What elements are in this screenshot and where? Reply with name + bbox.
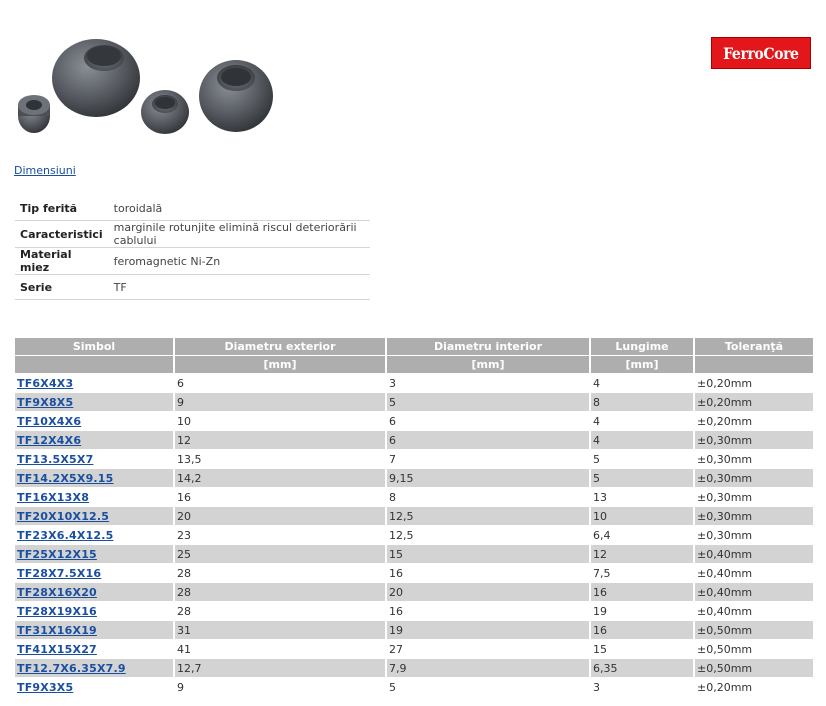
table-cell: ±0,50mm xyxy=(694,659,813,678)
table-row xyxy=(15,374,813,393)
table-row xyxy=(15,659,813,678)
table-cell: ±0,30mm xyxy=(694,469,813,488)
spec-value: TF xyxy=(108,275,370,300)
table-cell: 6 xyxy=(386,431,590,450)
column-header: Toleranţă xyxy=(694,338,813,356)
table-cell: 6 xyxy=(174,374,386,393)
product-image xyxy=(12,30,282,142)
table-cell: 23 xyxy=(174,526,386,545)
table-cell: 31 xyxy=(174,621,386,640)
table-cell: 6,4 xyxy=(590,526,694,545)
table-cell: ±0,30mm xyxy=(694,526,813,545)
table-cell: 19 xyxy=(590,602,694,621)
product-link[interactable]: TF41X15X27 xyxy=(17,642,97,656)
table-cell: 12,5 xyxy=(386,507,590,526)
table-cell: ±0,50mm xyxy=(694,621,813,640)
product-link[interactable]: TF9X3X5 xyxy=(17,680,74,694)
symbol-cell xyxy=(15,564,174,583)
table-cell: 12,5 xyxy=(386,526,590,545)
column-unit xyxy=(15,356,174,374)
table-cell: 14,2 xyxy=(174,469,386,488)
table-cell: 9,15 xyxy=(386,469,590,488)
dimensions-link[interactable]: Dimensiuni xyxy=(14,164,76,177)
table-row xyxy=(15,450,813,469)
spec-row xyxy=(15,221,370,248)
table-cell: 7,5 xyxy=(590,564,694,583)
table-cell: 16 xyxy=(386,564,590,583)
table-row xyxy=(15,469,813,488)
table-units-row xyxy=(15,356,813,374)
product-link[interactable]: TF12X4X6 xyxy=(17,433,82,447)
column-header: Lungime xyxy=(590,338,694,356)
table-row xyxy=(15,393,813,412)
spec-value: marginile rotunjite elimină riscul deteriorării cablului xyxy=(108,221,370,248)
symbol-cell xyxy=(15,602,174,621)
symbol-cell xyxy=(15,621,174,640)
table-cell: 12 xyxy=(174,431,386,450)
table-cell: 16 xyxy=(590,621,694,640)
table-row xyxy=(15,640,813,659)
product-link[interactable]: TF28X19X16 xyxy=(17,604,97,618)
column-header: Diametru interior xyxy=(386,338,590,356)
spec-value: toroidală xyxy=(108,196,370,221)
product-link[interactable]: TF23X6.4X12.5 xyxy=(17,528,114,542)
product-link[interactable]: TF28X16X20 xyxy=(17,585,97,599)
product-link[interactable]: TF16X13X8 xyxy=(17,490,90,504)
table-cell: 5 xyxy=(386,678,590,697)
table-cell: 3 xyxy=(590,678,694,697)
product-link[interactable]: TF10X4X6 xyxy=(17,414,82,428)
table-cell: 10 xyxy=(590,507,694,526)
spec-row xyxy=(15,196,370,221)
table-cell: 15 xyxy=(386,545,590,564)
product-link[interactable]: TF9X8X5 xyxy=(17,395,74,409)
symbol-cell xyxy=(15,393,174,412)
brand-logo-text: FerroCore xyxy=(723,43,799,63)
table-cell: 6 xyxy=(386,412,590,431)
symbol-cell xyxy=(15,545,174,564)
table-cell: ±0,40mm xyxy=(694,545,813,564)
table-row xyxy=(15,507,813,526)
spec-value: feromagnetic Ni-Zn xyxy=(108,248,370,275)
table-cell: ±0,30mm xyxy=(694,488,813,507)
table-row xyxy=(15,621,813,640)
table-cell: 7 xyxy=(386,450,590,469)
table-row xyxy=(15,412,813,431)
table-cell: 15 xyxy=(590,640,694,659)
table-cell: 9 xyxy=(174,678,386,697)
table-cell: ±0,50mm xyxy=(694,640,813,659)
table-cell: 5 xyxy=(590,469,694,488)
symbol-cell xyxy=(15,640,174,659)
table-cell: 28 xyxy=(174,564,386,583)
column-header: Simbol xyxy=(15,338,174,356)
table-cell: 8 xyxy=(590,393,694,412)
table-cell: ±0,20mm xyxy=(694,678,813,697)
product-link[interactable]: TF20X10X12.5 xyxy=(17,509,110,523)
symbol-cell xyxy=(15,469,174,488)
symbol-cell xyxy=(15,374,174,393)
spec-row xyxy=(15,275,370,300)
table-cell: 16 xyxy=(386,602,590,621)
product-link[interactable]: TF14.2X5X9.15 xyxy=(17,471,114,485)
table-row xyxy=(15,488,813,507)
spec-label: Caracteristici xyxy=(15,221,108,248)
table-row xyxy=(15,678,813,697)
table-cell: 9 xyxy=(174,393,386,412)
spec-label: Serie xyxy=(15,275,108,300)
spec-label: Tip ferită xyxy=(15,196,108,221)
table-cell: 16 xyxy=(590,583,694,602)
table-cell: 4 xyxy=(590,374,694,393)
table-cell: ±0,30mm xyxy=(694,450,813,469)
symbol-cell xyxy=(15,526,174,545)
table-row xyxy=(15,583,813,602)
table-cell: 8 xyxy=(386,488,590,507)
table-cell: 19 xyxy=(386,621,590,640)
product-link[interactable]: TF28X7.5X16 xyxy=(17,566,102,580)
table-cell: ±0,40mm xyxy=(694,583,813,602)
brand-logo xyxy=(711,37,811,69)
table-cell: 41 xyxy=(174,640,386,659)
table-cell: 20 xyxy=(386,583,590,602)
symbol-cell xyxy=(15,488,174,507)
table-cell: ±0,20mm xyxy=(694,393,813,412)
table-cell: 4 xyxy=(590,431,694,450)
table-cell: ±0,40mm xyxy=(694,602,813,621)
table-cell: 12,7 xyxy=(174,659,386,678)
product-link[interactable]: TF6X4X3 xyxy=(17,376,74,390)
table-cell: 27 xyxy=(386,640,590,659)
column-unit: [mm] xyxy=(590,356,694,374)
table-cell: 13,5 xyxy=(174,450,386,469)
symbol-cell xyxy=(15,659,174,678)
symbol-cell xyxy=(15,583,174,602)
table-cell: 20 xyxy=(174,507,386,526)
symbol-cell xyxy=(15,412,174,431)
column-unit: [mm] xyxy=(174,356,386,374)
table-cell: ±0,40mm xyxy=(694,564,813,583)
table-cell: ±0,20mm xyxy=(694,374,813,393)
table-row xyxy=(15,545,813,564)
table-cell: ±0,20mm xyxy=(694,412,813,431)
products-table xyxy=(15,338,813,696)
table-cell: 12 xyxy=(590,545,694,564)
product-link[interactable]: TF25X12X15 xyxy=(17,547,97,561)
table-cell: ±0,30mm xyxy=(694,507,813,526)
table-row xyxy=(15,526,813,545)
product-link[interactable]: TF13.5X5X7 xyxy=(17,452,94,466)
table-cell: 5 xyxy=(386,393,590,412)
table-cell: 4 xyxy=(590,412,694,431)
column-header: Diametru exterior xyxy=(174,338,386,356)
specs-table xyxy=(15,196,370,300)
table-cell: 13 xyxy=(590,488,694,507)
spec-label: Material miez xyxy=(15,248,108,275)
symbol-cell xyxy=(15,678,174,697)
column-unit: [mm] xyxy=(386,356,590,374)
table-cell: 3 xyxy=(386,374,590,393)
symbol-cell xyxy=(15,450,174,469)
table-row xyxy=(15,602,813,621)
table-cell: 28 xyxy=(174,583,386,602)
symbol-cell xyxy=(15,507,174,526)
table-cell: 16 xyxy=(174,488,386,507)
table-cell: 10 xyxy=(174,412,386,431)
product-link[interactable]: TF31X16X19 xyxy=(17,623,97,637)
table-row xyxy=(15,431,813,450)
table-row xyxy=(15,564,813,583)
table-cell: 7,9 xyxy=(386,659,590,678)
product-link[interactable]: TF12.7X6.35X7.9 xyxy=(17,661,126,675)
spec-row xyxy=(15,248,370,275)
table-header-row xyxy=(15,338,813,356)
table-cell: 25 xyxy=(174,545,386,564)
symbol-cell xyxy=(15,431,174,450)
table-cell: 28 xyxy=(174,602,386,621)
table-cell: 5 xyxy=(590,450,694,469)
table-cell: 6,35 xyxy=(590,659,694,678)
column-unit xyxy=(694,356,813,374)
table-cell: ±0,30mm xyxy=(694,431,813,450)
